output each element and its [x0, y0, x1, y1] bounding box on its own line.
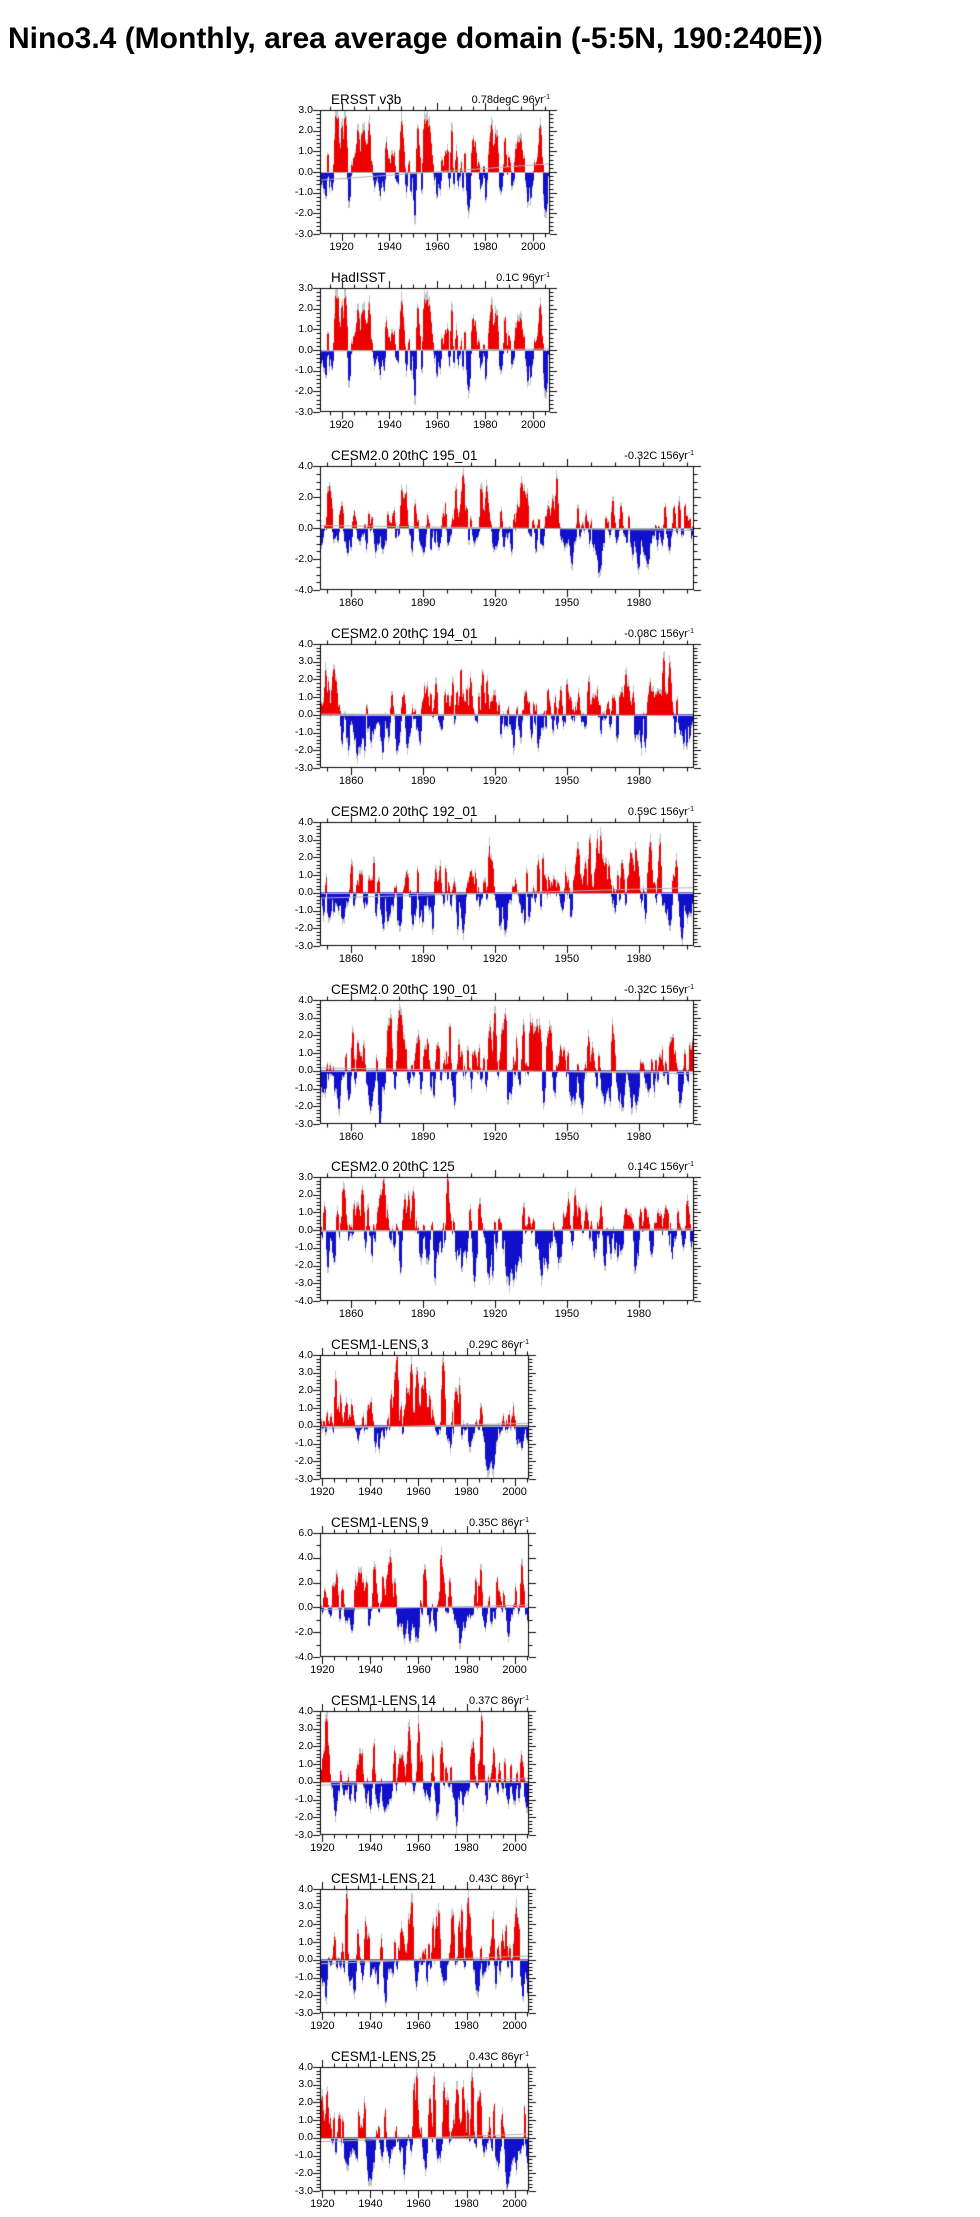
x-tick-label: 2000 [520, 419, 546, 431]
y-tick-label: 1.0 [298, 322, 313, 335]
x-tick-label: 1960 [406, 1664, 431, 1676]
panel-title: CESM2.0 20thC 195_01 [331, 448, 478, 463]
y-tick-label: 4.0 [298, 1882, 313, 1895]
y-tick-label: 0.0 [298, 1775, 313, 1788]
x-tick-label: 2000 [502, 1842, 527, 1854]
y-tick-label: -2.0 [294, 743, 313, 756]
trend-exponent: -1 [522, 2051, 529, 2058]
trend-exponent: -1 [522, 1517, 529, 1524]
y-tick-label: 2.0 [298, 2095, 313, 2108]
trend-value: 0.37C 86yr [468, 1695, 523, 1707]
panel-title: CESM2.0 20thC 125 [331, 1159, 455, 1174]
panel-title: HadISST [331, 270, 386, 285]
y-tick-label: 3.0 [298, 103, 313, 116]
x-tick-label: 1950 [554, 597, 580, 609]
trend-label [624, 984, 694, 996]
trend-exponent: -1 [687, 1161, 694, 1168]
bars-canvas [311, 101, 559, 243]
y-tick-label: 0.0 [298, 1600, 313, 1613]
y-tick-label: -1.0 [294, 186, 313, 199]
y-tick-label: -2.0 [294, 1099, 313, 1112]
x-tick-label: 1890 [410, 1308, 436, 1320]
y-tick-label: -4.0 [294, 1294, 313, 1307]
y-tick-label: 4.0 [298, 815, 313, 828]
y-tick-label: 3.0 [298, 1722, 313, 1735]
y-tick-label: -1.0 [294, 904, 313, 917]
y-tick-label: 1.0 [298, 144, 313, 157]
y-tick-label: 0.0 [298, 2131, 313, 2144]
x-tick-label: 1890 [410, 775, 436, 787]
trend-label [469, 1517, 529, 1529]
panel-title: CESM2.0 20thC 190_01 [331, 982, 478, 997]
x-tick-label: 2000 [520, 241, 546, 253]
x-tick-label: 1980 [473, 419, 498, 431]
y-tick-label: -3.0 [294, 2006, 313, 2019]
y-tick-label: -3.0 [294, 1828, 313, 1841]
x-tick-label: 1980 [626, 775, 652, 787]
x-tick-label: 1940 [358, 1486, 383, 1498]
y-tick-label: 1.0 [298, 1401, 313, 1414]
y-tick-label: 0.0 [298, 1953, 313, 1966]
x-tick-label: 1920 [310, 1842, 335, 1854]
y-tick-label: 2.0 [298, 1383, 313, 1396]
panel-cesm2-0-20thc-190-01 [294, 982, 694, 1143]
y-tick-label: -3.0 [294, 405, 313, 418]
x-tick-label: 1860 [338, 1131, 364, 1143]
x-tick-label: 1960 [406, 2198, 431, 2210]
x-tick-label: 2000 [502, 1664, 527, 1676]
y-tick-label: 0.0 [298, 886, 313, 899]
panel-cesm2-0-20thc-192-01 [294, 804, 694, 965]
y-tick-label: 4.0 [298, 459, 313, 472]
panel-cesm1-lens-9 [294, 1515, 529, 1676]
bars-canvas [311, 457, 703, 599]
y-tick-label: -3.0 [294, 939, 313, 952]
y-tick-label: 3.0 [298, 1170, 313, 1183]
y-tick-label: 1.0 [298, 1935, 313, 1948]
y-tick-label: 0.0 [298, 1223, 313, 1236]
panel-ersst-v3b [294, 92, 550, 253]
y-tick-label: 4.0 [298, 1704, 313, 1717]
bars-canvas [311, 1168, 703, 1310]
y-tick-label: -2.0 [294, 552, 313, 565]
y-tick-label: 1.0 [298, 2113, 313, 2126]
y-tick-label: -2.0 [294, 206, 313, 219]
y-tick-label: -3.0 [294, 2184, 313, 2197]
x-tick-label: 1920 [310, 1486, 335, 1498]
panel-title: CESM1-LENS 3 [331, 1337, 429, 1352]
panel-cesm2-0-20thc-194-01 [294, 626, 694, 787]
x-tick-label: 1890 [410, 1131, 436, 1143]
y-tick-label: 2.0 [298, 1188, 313, 1201]
x-tick-label: 1950 [554, 1131, 580, 1143]
y-tick-label: -2.0 [294, 1454, 313, 1467]
x-tick-label: 1940 [358, 2020, 383, 2032]
y-tick-label: -2.0 [294, 921, 313, 934]
trend-label [496, 272, 550, 284]
y-tick-label: 3.0 [298, 1366, 313, 1379]
y-tick-label: 2.0 [298, 490, 313, 503]
y-tick-label: 2.0 [298, 1028, 313, 1041]
trend-label [469, 1695, 529, 1707]
y-tick-label: 2.0 [298, 1576, 313, 1589]
trend-exponent: -1 [543, 94, 550, 101]
x-tick-label: 1980 [454, 1486, 479, 1498]
bars-canvas [311, 813, 703, 955]
x-tick-label: 1960 [406, 2020, 431, 2032]
x-tick-label: 1980 [454, 2020, 479, 2032]
y-tick-label: -3.0 [294, 761, 313, 774]
y-tick-label: 3.0 [298, 655, 313, 668]
x-tick-label: 1860 [338, 1308, 364, 1320]
x-tick-label: 1890 [410, 953, 436, 965]
trend-exponent: -1 [687, 806, 694, 813]
panel-title: CESM1-LENS 14 [331, 1693, 437, 1708]
trend-exponent: -1 [522, 1339, 529, 1346]
trend-value: 0.43C 86yr [468, 2051, 523, 2063]
panel-title: CESM2.0 20thC 194_01 [331, 626, 478, 641]
y-tick-label: 2.0 [298, 124, 313, 137]
panel-cesm2-0-20thc-125 [294, 1159, 694, 1320]
y-tick-label: 3.0 [298, 1011, 313, 1024]
bars-canvas [311, 1524, 538, 1666]
x-tick-label: 2000 [502, 1486, 527, 1498]
trend-value: -0.32C 156yr [624, 984, 688, 996]
panel-title: CESM2.0 20thC 192_01 [331, 804, 478, 819]
panel-title: ERSST v3b [331, 92, 402, 107]
x-tick-label: 1960 [406, 1486, 431, 1498]
bars-canvas [311, 279, 559, 421]
x-tick-label: 1980 [626, 953, 652, 965]
x-tick-label: 1980 [454, 1664, 479, 1676]
y-tick-label: 0.0 [298, 343, 313, 356]
y-tick-label: 4.0 [298, 637, 313, 650]
panel-title: CESM1-LENS 21 [331, 1871, 437, 1886]
x-tick-label: 1980 [454, 2198, 479, 2210]
y-tick-label: 4.0 [298, 1348, 313, 1361]
y-tick-label: 4.0 [298, 993, 313, 1006]
y-tick-label: 0.0 [298, 165, 313, 178]
trend-label [469, 2051, 529, 2063]
trend-exponent: -1 [687, 450, 694, 457]
trend-exponent: -1 [687, 984, 694, 991]
x-tick-label: 1980 [454, 1842, 479, 1854]
x-tick-label: 1960 [406, 1842, 431, 1854]
panel-cesm1-lens-3 [294, 1337, 529, 1498]
trend-value: 0.29C 86yr [468, 1339, 523, 1351]
trend-label [469, 1873, 529, 1885]
y-tick-label: 1.0 [298, 1205, 313, 1218]
y-tick-label: -1.0 [294, 2149, 313, 2162]
y-tick-label: 4.0 [298, 1551, 313, 1564]
x-tick-label: 1940 [358, 1842, 383, 1854]
y-tick-label: 1.0 [298, 690, 313, 703]
panel-title: CESM1-LENS 9 [331, 1515, 429, 1530]
x-tick-label: 1920 [310, 2198, 335, 2210]
y-tick-label: 3.0 [298, 1900, 313, 1913]
x-tick-label: 1980 [626, 1131, 652, 1143]
trend-exponent: -1 [543, 272, 550, 279]
y-tick-label: -2.0 [294, 1988, 313, 2001]
x-tick-label: 1940 [377, 419, 402, 431]
bars-canvas [311, 635, 703, 777]
y-tick-label: 0.0 [298, 1064, 313, 1077]
panel-cesm1-lens-14 [294, 1693, 529, 1854]
x-tick-label: 1950 [554, 953, 580, 965]
y-tick-label: 3.0 [298, 2078, 313, 2091]
y-tick-label: -4.0 [294, 583, 313, 596]
panel-cesm1-lens-21 [294, 1871, 529, 2032]
x-tick-label: 2000 [502, 2020, 527, 2032]
trend-exponent: -1 [687, 628, 694, 635]
y-tick-label: -1.0 [294, 1241, 313, 1254]
x-tick-label: 1980 [626, 597, 652, 609]
trend-value: 0.14C 156yr [627, 1161, 688, 1173]
y-tick-label: -1.0 [294, 1082, 313, 1095]
x-tick-label: 1920 [482, 1308, 508, 1320]
panel-cesm2-0-20thc-195-01 [294, 448, 694, 609]
bars-canvas [311, 991, 703, 1133]
trend-label [469, 1339, 529, 1351]
trend-label [624, 628, 694, 640]
bars-canvas [311, 1702, 538, 1844]
y-tick-label: 1.0 [298, 868, 313, 881]
panel-hadisst [294, 270, 550, 431]
y-tick-label: 2.0 [298, 672, 313, 685]
bars-canvas [311, 1880, 538, 2022]
x-tick-label: 1920 [329, 241, 354, 253]
bars-canvas [311, 1346, 538, 1488]
trend-value: 0.35C 86yr [468, 1517, 523, 1529]
y-tick-label: 3.0 [298, 281, 313, 294]
trend-value: -0.08C 156yr [624, 628, 688, 640]
x-tick-label: 1920 [482, 953, 508, 965]
trend-value: -0.32C 156yr [624, 450, 688, 462]
trend-value: 0.43C 86yr [468, 1873, 523, 1885]
figure-title: Nino3.4 (Monthly, area average domain (-5:5N, 190:240E)) [8, 22, 823, 56]
y-tick-label: -1.0 [294, 1437, 313, 1450]
trend-value: 0.78degC 96yr [471, 94, 544, 106]
y-tick-label: -2.0 [294, 1810, 313, 1823]
x-tick-label: 1950 [554, 1308, 580, 1320]
y-tick-label: -2.0 [294, 2166, 313, 2179]
trend-label [628, 1161, 694, 1173]
x-tick-label: 1920 [482, 1131, 508, 1143]
y-tick-label: 0.0 [298, 708, 313, 721]
y-tick-label: 1.0 [298, 1757, 313, 1770]
bars-canvas [311, 2058, 538, 2200]
x-tick-label: 1980 [626, 1308, 652, 1320]
y-tick-label: -3.0 [294, 1276, 313, 1289]
trend-label [472, 94, 550, 106]
y-tick-label: -2.0 [294, 1259, 313, 1272]
y-tick-label: -3.0 [294, 1117, 313, 1130]
y-tick-label: -2.0 [294, 1625, 313, 1638]
trend-exponent: -1 [522, 1873, 529, 1880]
x-tick-label: 1960 [425, 419, 450, 431]
x-tick-label: 1860 [338, 953, 364, 965]
x-tick-label: 1920 [329, 419, 354, 431]
y-tick-label: 2.0 [298, 850, 313, 863]
x-tick-label: 1950 [554, 775, 580, 787]
x-tick-label: 1940 [358, 1664, 383, 1676]
x-tick-label: 1920 [482, 597, 508, 609]
x-tick-label: 1940 [377, 241, 402, 253]
trend-label [624, 450, 694, 462]
trend-value: 0.59C 156yr [627, 806, 688, 818]
x-tick-label: 2000 [502, 2198, 527, 2210]
x-tick-label: 1920 [482, 775, 508, 787]
y-tick-label: 0.0 [298, 521, 313, 534]
y-tick-label: 2.0 [298, 1739, 313, 1752]
y-tick-label: 1.0 [298, 1046, 313, 1059]
panel-title: CESM1-LENS 25 [331, 2049, 437, 2064]
trend-label [628, 806, 694, 818]
x-tick-label: 1920 [310, 1664, 335, 1676]
x-tick-label: 1860 [338, 775, 364, 787]
y-tick-label: 2.0 [298, 302, 313, 315]
y-tick-label: -1.0 [294, 1971, 313, 1984]
trend-value: 0.1C 96yr [496, 272, 544, 284]
y-tick-label: 2.0 [298, 1917, 313, 1930]
x-tick-label: 1920 [310, 2020, 335, 2032]
x-tick-label: 1960 [425, 241, 450, 253]
y-tick-label: -3.0 [294, 1472, 313, 1485]
trend-exponent: -1 [522, 1695, 529, 1702]
y-tick-label: -3.0 [294, 227, 313, 240]
x-tick-label: 1980 [473, 241, 498, 253]
x-tick-label: 1860 [338, 597, 364, 609]
y-tick-label: -4.0 [294, 1650, 313, 1663]
x-tick-label: 1890 [410, 597, 436, 609]
y-tick-label: -1.0 [294, 726, 313, 739]
y-tick-label: 4.0 [298, 2060, 313, 2073]
y-tick-label: -1.0 [294, 1793, 313, 1806]
y-tick-label: 0.0 [298, 1419, 313, 1432]
y-tick-label: -1.0 [294, 364, 313, 377]
y-tick-label: 3.0 [298, 833, 313, 846]
y-tick-label: 6.0 [298, 1526, 313, 1539]
y-tick-label: -2.0 [294, 384, 313, 397]
x-tick-label: 1940 [358, 2198, 383, 2210]
panel-cesm1-lens-25 [294, 2049, 529, 2210]
